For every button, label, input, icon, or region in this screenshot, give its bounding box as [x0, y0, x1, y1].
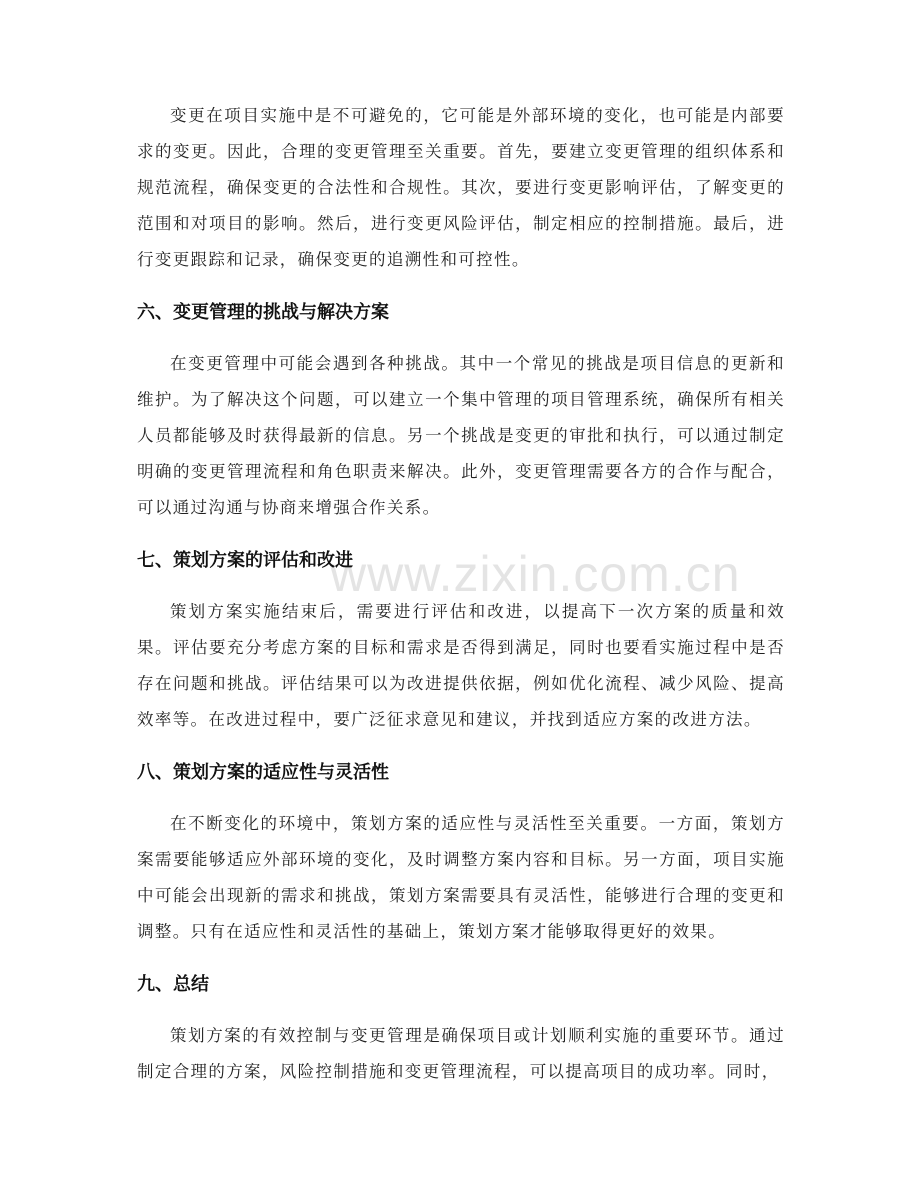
watermark: www.zixin.com.cn	[330, 546, 741, 602]
paragraph-section-8: 在不断变化的环境中，策划方案的适应性与灵活性至关重要。一方面，策划方案需要能够适应外部环境的变化，及时调整方案内容和目标。另一方面，项目实施中可能会出现新的需求和挑战，策划方案需要具有灵活性，能够进行合理的变更和调整。只有在适应性和灵活性的基础上，策划方案才能够取得更好的效果。	[137, 814, 785, 941]
document-body	[137, 98, 785, 1090]
heading-section-8: 八、策划方案的适应性与灵活性	[137, 762, 389, 783]
paragraph-section-9: 策划方案的有效控制与变更管理是确保项目或计划顺利实施的重要环节。通过制定合理的方案，风险控制措施和变更管理流程，可以提高项目的成功率。同时，	[137, 1026, 785, 1081]
paragraph-section-6: 在变更管理中可能会遇到各种挑战。其中一个常见的挑战是项目信息的更新和维护。为了解决这个问题，可以建立一个集中管理的项目管理系统，确保所有相关人员都能够及时获得最新的信息。另一个挑战是变更的审批和执行，可以通过制定明确的变更管理流程和角色职责来解决。此外，变更管理需要各方的合作与配合，可以通过沟通与协商来增强合作关系。	[137, 354, 785, 517]
heading-section-9: 九、总结	[137, 974, 209, 995]
paragraph-section-7: 策划方案实施结束后，需要进行评估和改进，以提高下一次方案的质量和效果。评估要充分考虑方案的目标和需求是否得到满足，同时也要看实施过程中是否存在问题和挑战。评估结果可以为改进提供依据，例如优化流程、减少风险、提高效率等。在改进过程中，要广泛征求意见和建议，并找到适应方案的改进方法。	[137, 602, 785, 729]
heading-section-7: 七、策划方案的评估和改进	[137, 550, 353, 571]
heading-section-6: 六、变更管理的挑战与解决方案	[137, 302, 389, 323]
paragraph-change-management: 变更在项目实施中是不可避免的，它可能是外部环境的变化，也可能是内部要求的变更。因此，合理的变更管理至关重要。首先，要建立变更管理的组织体系和规范流程，确保变更的合法性和合规性。其次，要进行变更影响评估，了解变更的范围和对项目的影响。然后，进行变更风险评估，制定相应的控制措施。最后，进行变更跟踪和记录，确保变更的追溯性和可控性。	[137, 106, 785, 269]
